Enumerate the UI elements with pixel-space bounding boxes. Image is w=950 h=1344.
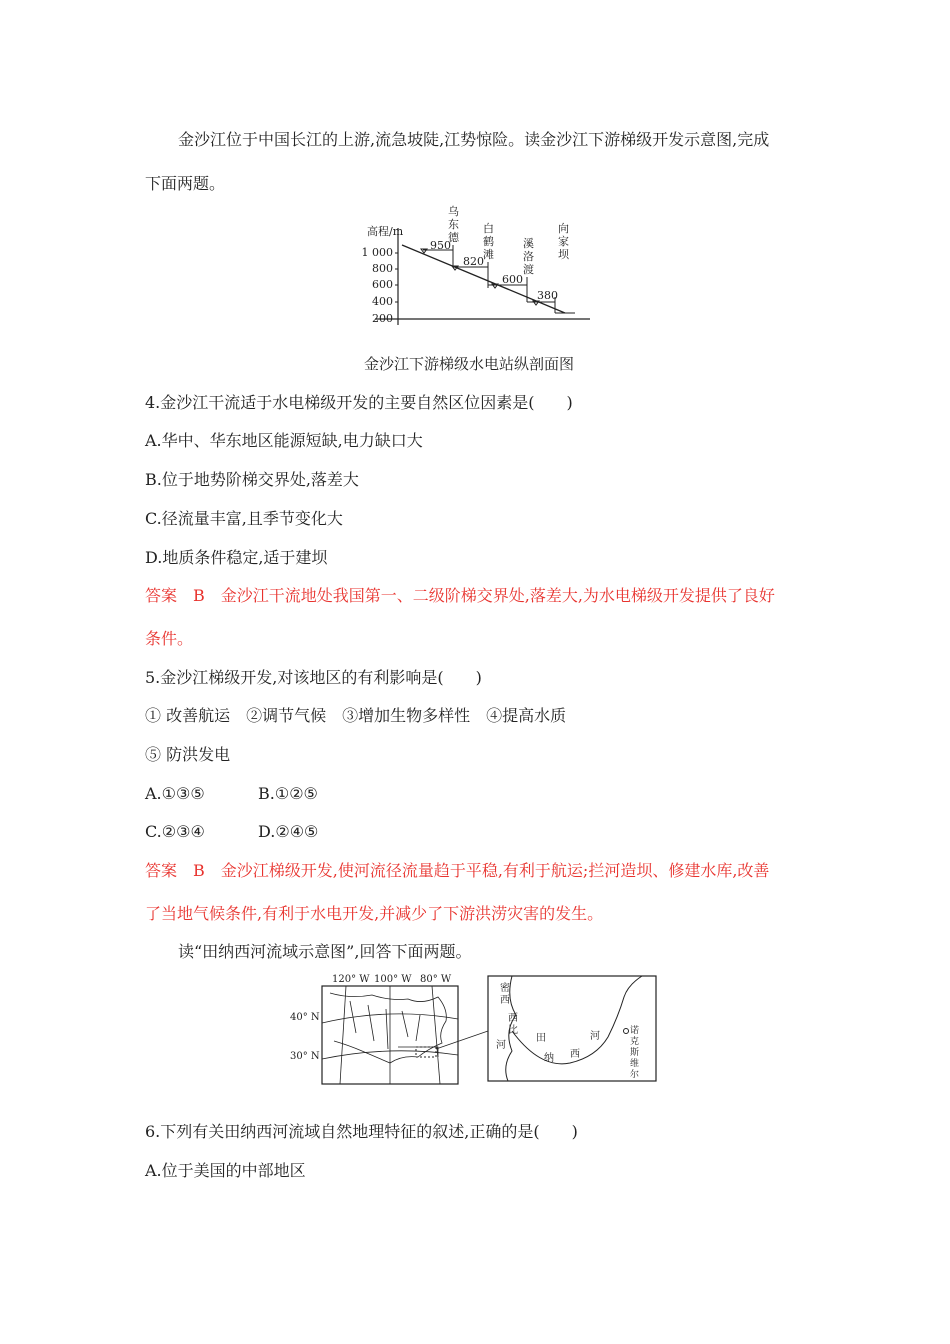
svg-text:380: 380 <box>537 289 558 302</box>
lat-label: 40° N <box>290 1012 320 1023</box>
q5-answer-line-2: 了当地气候条件,有利于水电开发,并减少了下游洪涝灾害的发生。 <box>145 904 604 923</box>
svg-text:河: 河 <box>590 1031 600 1042</box>
svg-text:密西: 密西 <box>500 983 510 1006</box>
profile-caption: 金沙江下游梯级水电站纵剖面图 <box>364 355 575 373</box>
q5-items-line-1: ① 改善航运 ②调节气候 ③增加生物多样性 ④提高水质 <box>145 706 567 725</box>
svg-text:向家坝: 向家坝 <box>558 222 569 261</box>
q4-answer-line-2: 条件。 <box>145 629 194 648</box>
svg-text:西比: 西比 <box>508 1013 518 1036</box>
intro-line-1: 金沙江位于中国长江的上游,流急坡陡,江势惊险。读金沙江下游梯级开发示意图,完成 <box>178 130 770 149</box>
q5-answer-line-1: 答案 B 金沙江梯级开发,使河流径流量趋于平稳,有利于航运;拦河造坝、修建水库,改善 <box>145 861 770 880</box>
station-wudongde <box>421 205 460 267</box>
svg-text:西: 西 <box>570 1049 580 1060</box>
lat-label: 30° N <box>290 1051 320 1062</box>
q5-option-a: A.①③⑤ <box>145 784 205 803</box>
q4-option-d: D.地质条件稳定,适于建坝 <box>145 548 328 567</box>
q5-stem: 5.金沙江梯级开发,对该地区的有利影响是( ) <box>145 668 482 687</box>
svg-text:600: 600 <box>502 273 523 286</box>
q4-option-a: A.华中、华东地区能源短缺,电力缺口大 <box>145 431 423 450</box>
svg-text:白鹤滩: 白鹤滩 <box>483 222 494 261</box>
svg-text:乌东德: 乌东德 <box>448 205 459 244</box>
q5-items-line-2: ⑤ 防洪发电 <box>145 745 231 764</box>
q5-option-d: D.②④⑤ <box>258 822 319 841</box>
y-tick-label: 800 <box>372 262 393 275</box>
q4-option-b: B.位于地势阶梯交界处,落差大 <box>145 470 359 489</box>
y-tick-label: 1 000 <box>361 246 393 259</box>
q5-option-b: B.①②⑤ <box>258 784 318 803</box>
lon-label: 120° W <box>332 974 370 985</box>
lon-label: 100° W <box>374 974 412 985</box>
tennessee-basin-map <box>290 971 660 1086</box>
y-axis-label: 高程/m <box>367 225 404 238</box>
svg-text:950: 950 <box>430 239 451 252</box>
svg-text:诺克斯维尔: 诺克斯维尔 <box>630 1026 640 1080</box>
svg-text:纳: 纳 <box>544 1053 554 1064</box>
y-tick-label: 600 <box>372 278 393 291</box>
lon-label: 80° W <box>420 974 452 985</box>
q5-option-c: C.②③④ <box>145 822 205 841</box>
intro-line-2: 下面两题。 <box>145 174 226 193</box>
svg-text:820: 820 <box>463 255 484 268</box>
cascade-profile-diagram <box>355 205 605 330</box>
q6-stem: 6.下列有关田纳西河流域自然地理特征的叙述,正确的是( ) <box>145 1122 578 1141</box>
q4-answer-line-1: 答案 B 金沙江干流地处我国第一、二级阶梯交界处,落差大,为水电梯级开发提供了良好 <box>145 586 775 605</box>
q4-option-c: C.径流量丰富,且季节变化大 <box>145 509 343 528</box>
q4-stem: 4.金沙江干流适于水电梯级开发的主要自然区位因素是( ) <box>145 393 573 412</box>
svg-text:田: 田 <box>536 1033 546 1044</box>
y-tick-label: 200 <box>372 312 393 325</box>
station-xiluodu <box>488 236 534 302</box>
y-tick-label: 400 <box>372 295 393 308</box>
intro-2: 读“田纳西河流域示意图”,回答下面两题。 <box>178 942 472 961</box>
svg-text:河: 河 <box>496 1040 506 1051</box>
svg-text:溪洛渡: 溪洛渡 <box>523 237 534 276</box>
q6-option-a: A.位于美国的中部地区 <box>145 1161 306 1180</box>
